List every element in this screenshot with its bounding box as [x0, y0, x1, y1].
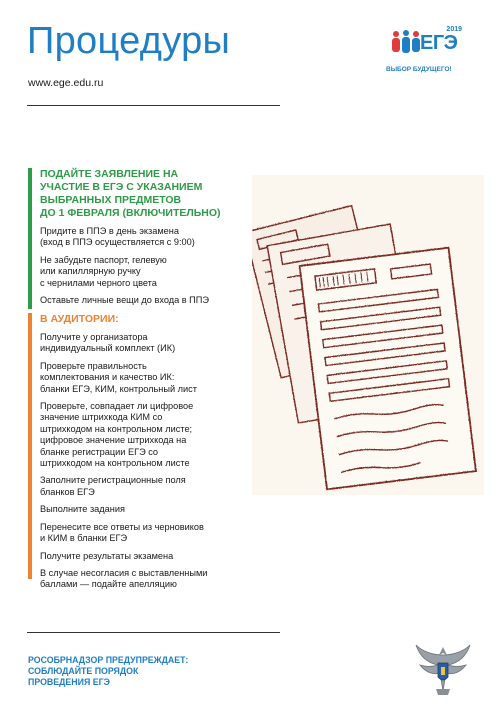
top-divider — [27, 105, 280, 106]
green-accent-bar — [28, 168, 32, 309]
people-figures-icon — [390, 30, 422, 64]
footer-warning: РОСОБРНАДЗОР ПРЕДУПРЕЖДАЕТ: СОБЛЮДАЙТЕ ПОРЯДОК ПРОВЕДЕНИЯ ЕГЭ — [28, 655, 189, 687]
steps-in-room-heading: В АУДИТОРИИ: — [40, 313, 119, 325]
list-item: Получите у организатора индивидуальный комплект (ИК) — [40, 332, 176, 354]
list-item: Выполните задания — [40, 504, 125, 515]
exam-forms-illustration — [252, 175, 484, 495]
list-item: Перенесите все ответы из черновиков и КИМ в бланки ЕГЭ — [40, 521, 204, 544]
list-item: Получите результаты экзамена — [40, 550, 174, 561]
list-item: Придите в ППЭ в день экзамена (вход в ППЭ осуществляется с 9:00) — [40, 226, 195, 248]
list-item: Проверьте, совпадает ли цифровое значение штрихкода КИМ со штрихкодом на контрольном листе; цифровое значение штрихкода на бланке регистрации ЕГЭ со штрихкодом на контрольном листе — [40, 401, 194, 469]
logo-tagline: ВЫБОР БУДУЩЕГО! — [386, 66, 452, 73]
steps-in-room-section — [28, 313, 240, 590]
ege-logo — [384, 22, 480, 82]
list-item: Заполните регистрационные поля бланков ЕГЭ — [40, 475, 186, 497]
list-item: Оставьте личные вещи до входа в ППЭ — [40, 295, 209, 306]
steps-before-heading: ПОДАЙТЕ ЗАЯВЛЕНИЕ НА УЧАСТИЕ В ЕГЭ С УКАЗАНИЕМ ВЫБРАННЫХ ПРЕДМЕТОВ ДО 1 ФЕВРАЛЯ (ВКЛЮЧИТЕЛЬНО) — [40, 168, 221, 219]
orange-accent-bar — [28, 313, 32, 579]
list-item: Проверьте правильность комплектования и качество ИК: бланки ЕГЭ, КИМ, контрольный лист — [40, 360, 197, 394]
logo-name: ЕГЭ — [420, 32, 458, 54]
bottom-divider — [27, 632, 280, 633]
rosobrnadzor-emblem-icon — [414, 641, 472, 699]
list-item: В случае несогласия с выставленными баллами — подайте апелляцию — [40, 567, 208, 590]
list-item: Не забудьте паспорт, гелевую или капиллярную ручку с чернилами черного цвета — [40, 254, 167, 288]
steps-before-section — [28, 168, 240, 309]
website-link[interactable]: www.ege.edu.ru — [28, 77, 104, 89]
page-title: Процедуры — [27, 20, 231, 62]
logo-year: 2019 — [446, 26, 462, 33]
